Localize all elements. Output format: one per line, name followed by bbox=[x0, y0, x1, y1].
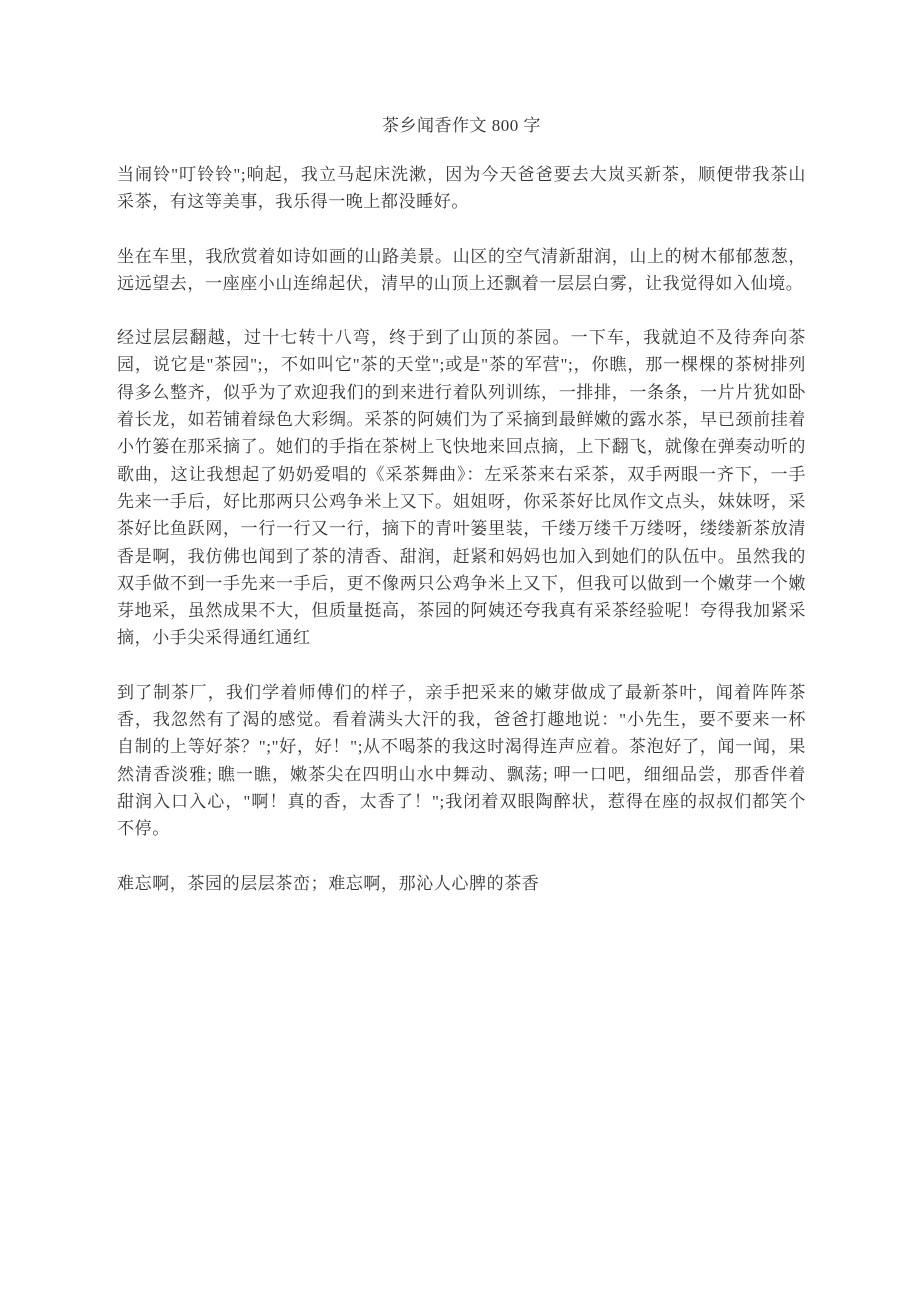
essay-paragraph-2: 坐在车里，我欣赏着如诗如画的山路美景。山区的空气清新甜润，山上的树木郁郁葱葱，远远望去，一座座小山连绵起伏，清早的山顶上还飘着一层层白雾，让我觉得如入仙境。 bbox=[117, 246, 806, 293]
essay-paragraph-3: 经过层层翻越，过十七转十八弯，终于到了山顶的茶园。一下车，我就迫不及待奔向茶园，说它是"茶园";，不如叫它"茶的天堂";或是"茶的军营";，你瞧，那一棵棵的茶树排列得多么整齐，似乎为了欢迎我们的到来进行着队列训练，一排排，一条条，一片片犹如卧着长龙，如若铺着绿色大彩绸。采茶的阿姨们为了采摘到最鲜嫩的露水茶，早已颈前挂着小竹篓在那采摘了。她们的手指在茶树上飞快地来回点摘，上下翻飞，就像在弹奏动听的歌曲，这让我想起了奶奶爱唱的《采茶舞曲》：左采茶来右采茶，双手两眼一齐下，一手先来一手后，好比那两只公鸡争米上又下。姐姐呀，你采茶好比凤作文点头，妹妹呀，采茶好比鱼跃网，一行一行又一行，摘下的青叶篓里装，千缕万缕千万缕呀，缕缕新茶放清香是啊，我仿佛也闻到了茶的清香、甜润，赶紧和妈妈也加入到她们的队伍中。虽然我的双手做不到一手先来一手后，更不像两只公鸡争米上又下，但我可以做到一个嫩芽一个嫩芽地采，虽然成果不大，但质量挺高，茶园的阿姨还夸我真有采茶经验呢！夸得我加紧采摘，小手尖采得通红通红 bbox=[117, 328, 806, 648]
essay-paragraph-1: 当闹铃"叮铃铃";响起，我立马起床洗漱，因为今天爸爸要去大岚买新茶，顺便带我茶山采茶，有这等美事，我乐得一晚上都没睡好。 bbox=[117, 165, 806, 212]
essay-paragraph-4: 到了制茶厂，我们学着师傅们的样子，亲手把采来的嫩芽做成了最新茶叶，闻着阵阵茶香，我忽然有了渴的感觉。看着满头大汗的我，爸爸打趣地说："小先生，要不要来一杯自制的上等好茶？";"好，好！";从不喝茶的我这时渴得连声应着。茶泡好了，闻一闻，果然清香淡雅; 瞧一瞧，嫩茶尖在四明山水中舞动、飘荡; 呷一口吧，细细品尝，那香伴着甜润入口入心，"啊！真的香，太香了！";我闭着双眼陶醉状，惹得在座的叔叔们都笑个不停。 bbox=[117, 682, 806, 839]
essay-paragraph-5: 难忘啊，茶园的层层茶峦；难忘啊，那沁人心脾的茶香 bbox=[117, 873, 540, 893]
essay-title: 茶乡闻香作文 800 字 bbox=[382, 116, 541, 135]
